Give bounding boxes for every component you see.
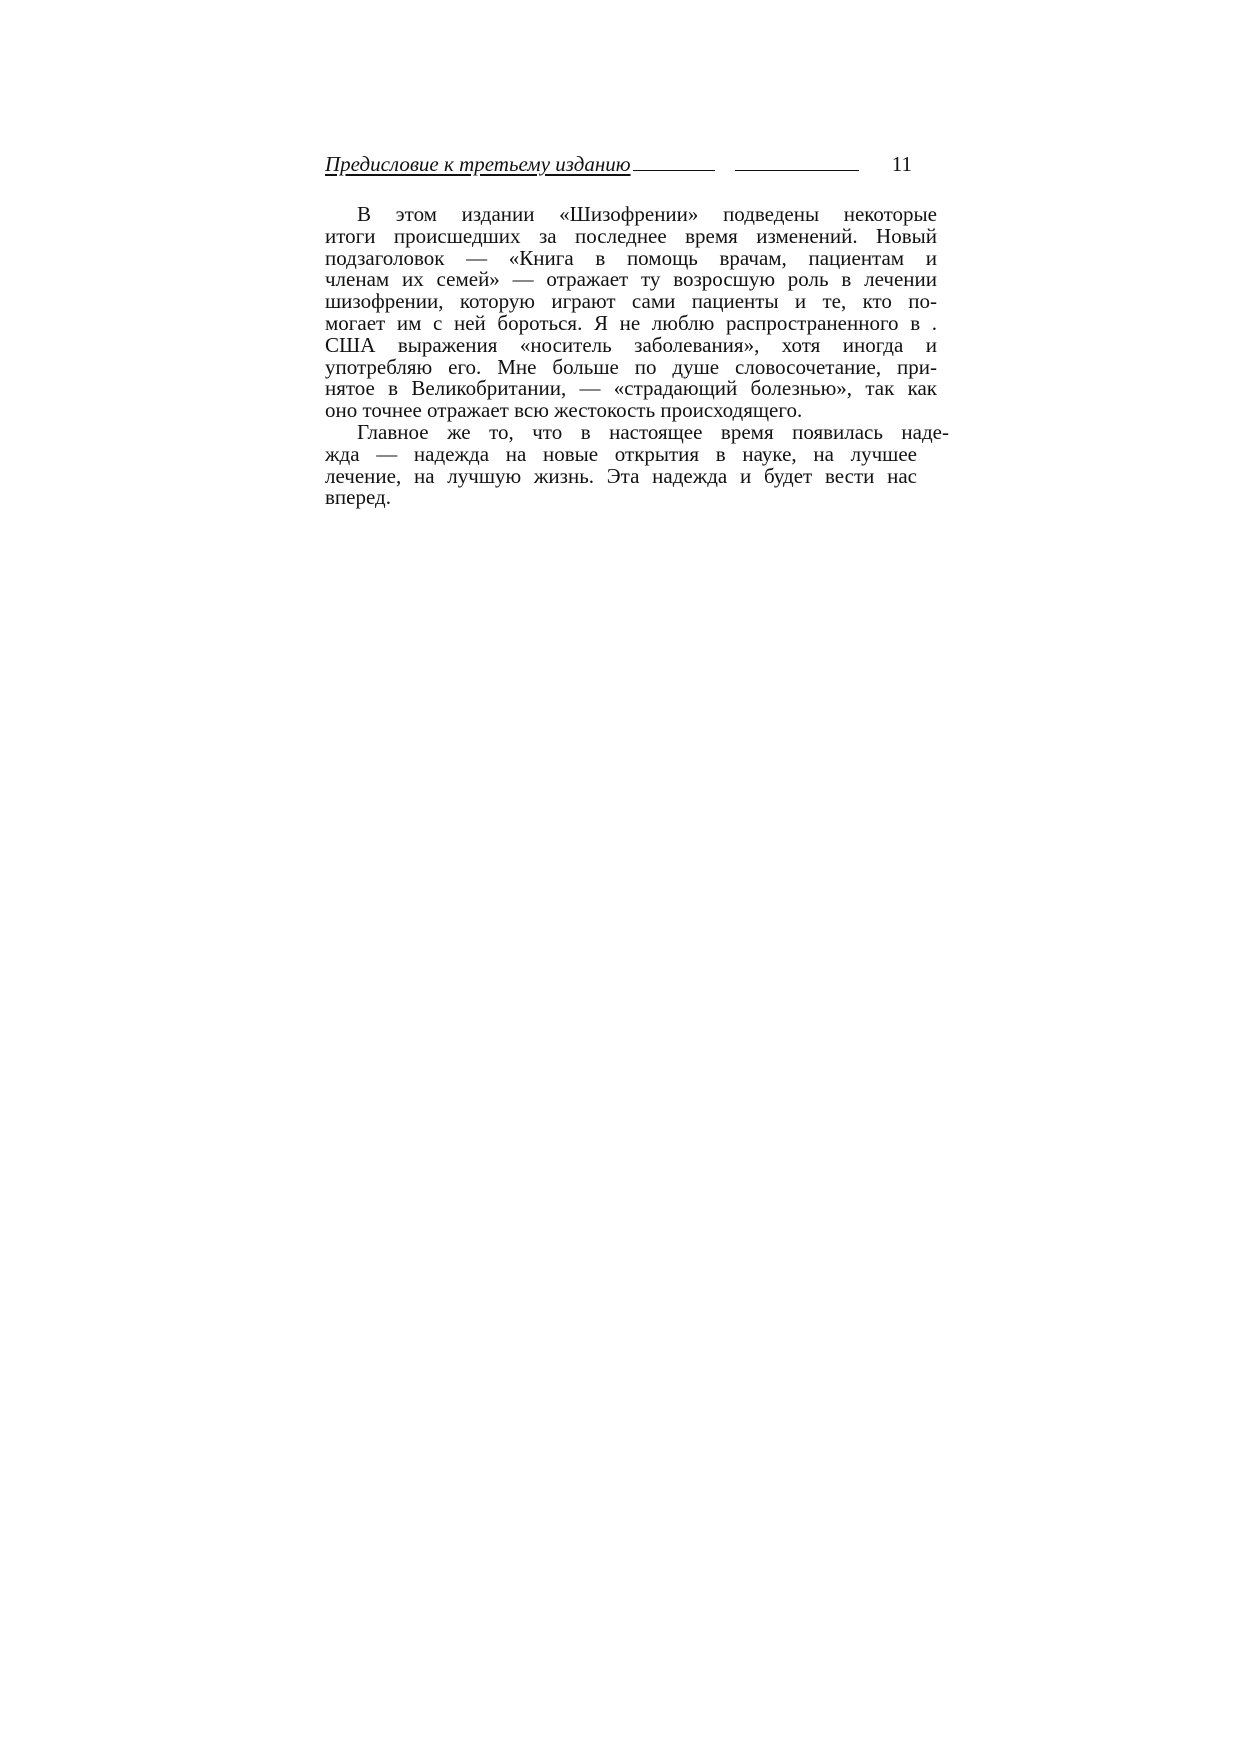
text-line: подзаголовок — «Книга в помощь врачам, пациентам и xyxy=(325,245,937,270)
text-line: жда — надежда на новые открытия в науке, на лучшее xyxy=(325,441,917,466)
paragraph xyxy=(325,204,937,422)
text-line: могает им с ней бороться. Я не люблю распространенного в . xyxy=(325,310,937,335)
text-line: членам их семей» — отражает ту возросшую роль в лечении xyxy=(325,267,937,292)
text-line: оно точнее отражает всю жестокость происходящего. xyxy=(325,398,803,423)
text-line: итоги происшедших за последнее время изменений. Новый xyxy=(325,223,937,248)
header-rule xyxy=(633,169,715,171)
text-line: вперед. xyxy=(325,485,391,510)
body-text xyxy=(325,202,949,510)
header-rule xyxy=(735,169,859,171)
running-header-title: Предисловие к третьему изданию xyxy=(325,152,631,176)
page-number: 11 xyxy=(891,152,912,176)
text-line: употребляю его. Мне больше по душе словосочетание, при- xyxy=(325,354,937,379)
text-line: нятое в Великобритании, — «страдающий болезнью», так как xyxy=(325,376,937,401)
text-line: лечение, на лучшую жизнь. Эта надежда и будет вести нас xyxy=(325,463,917,488)
text-line: шизофрении, которую играют сами пациенты и те, кто по- xyxy=(325,289,937,314)
text-line: В этом издании «Шизофрении» подведены некоторые xyxy=(357,202,937,226)
text-line: США выражения «носитель заболевания», хотя иногда и xyxy=(325,332,937,357)
running-header xyxy=(325,150,912,178)
paragraph xyxy=(325,419,949,510)
text-line: Главное же то, что в настоящее время появилась наде- xyxy=(357,419,949,444)
